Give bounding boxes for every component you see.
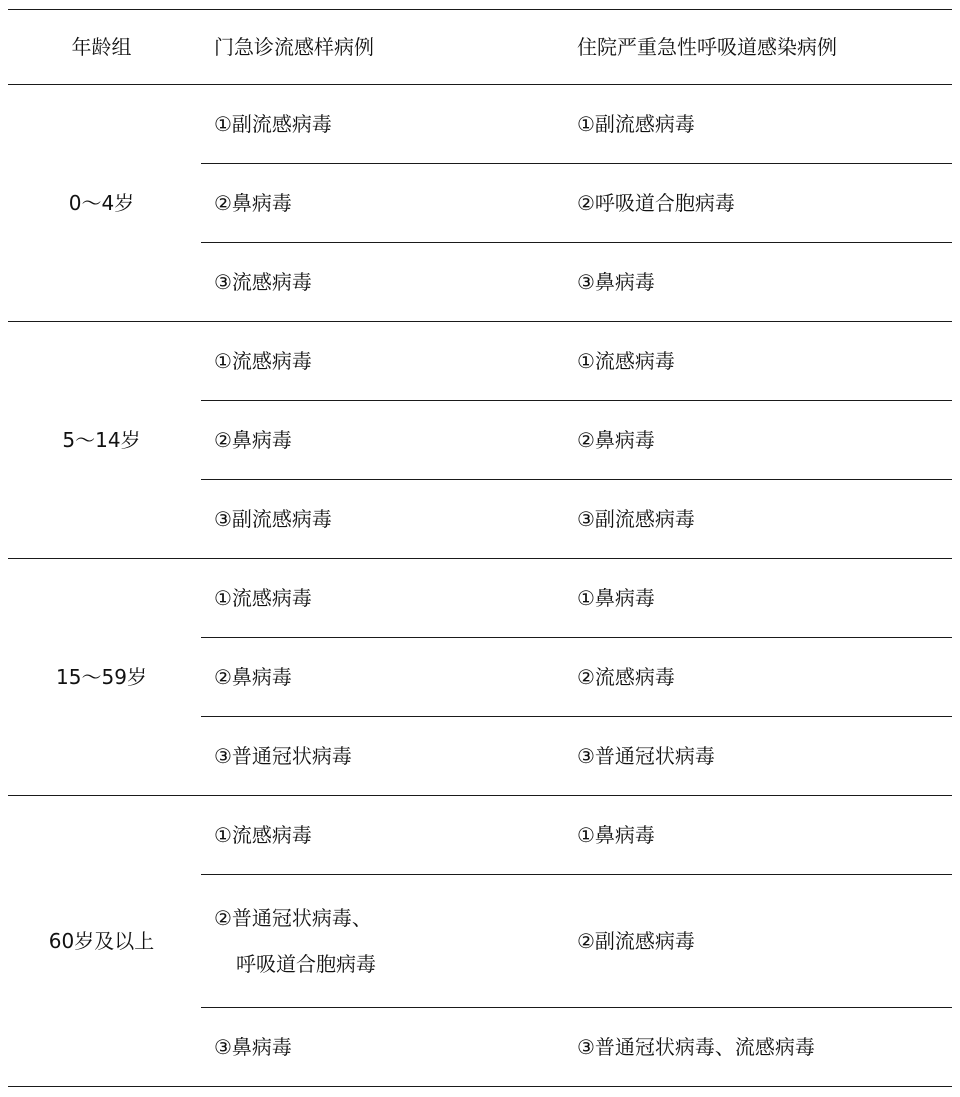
inpatient-cell	[568, 322, 952, 401]
pathogen-label: ①流感病毒	[214, 349, 312, 373]
pathogen-label: ③普通冠状病毒	[214, 744, 352, 768]
inpatient-cell	[568, 85, 952, 164]
pathogen-label: ③鼻病毒	[577, 270, 655, 294]
pathogen-label: ③流感病毒	[214, 270, 312, 294]
inpatient-cell	[568, 638, 952, 717]
pathogen-label: ①副流感病毒	[214, 112, 332, 136]
inpatient-cell	[568, 559, 952, 638]
table-row	[8, 322, 952, 401]
pathogen-label: ①流感病毒	[214, 586, 312, 610]
inpatient-cell	[568, 875, 952, 1008]
outpatient-cell	[201, 1008, 568, 1087]
inpatient-cell	[568, 717, 952, 796]
pathogen-label: ①流感病毒	[214, 823, 312, 847]
pathogen-label: ②鼻病毒	[577, 428, 655, 452]
outpatient-cell	[201, 322, 568, 401]
inpatient-cell	[568, 243, 952, 322]
table-row	[8, 796, 952, 875]
pathogen-label: ③普通冠状病毒、流感病毒	[577, 1035, 815, 1059]
inpatient-cell	[568, 480, 952, 559]
inpatient-cell	[568, 164, 952, 243]
outpatient-cell	[201, 638, 568, 717]
header-outpatient-ili: 门急诊流感样病例	[201, 10, 568, 85]
outpatient-cell	[201, 401, 568, 480]
pathogen-label: ①副流感病毒	[577, 112, 695, 136]
header-inpatient-sari: 住院严重急性呼吸道感染病例	[568, 10, 952, 85]
outpatient-cell	[201, 480, 568, 559]
pathogen-label: ②鼻病毒	[214, 665, 292, 689]
outpatient-cell	[201, 559, 568, 638]
pathogen-ranking-table	[8, 9, 952, 1087]
table-body	[8, 85, 952, 1087]
pathogen-label: ②鼻病毒	[214, 428, 292, 452]
age-group-cell: 0～4岁	[8, 85, 201, 322]
age-group-cell: 5～14岁	[8, 322, 201, 559]
pathogen-label: ③普通冠状病毒	[577, 744, 715, 768]
pathogen-label: ③副流感病毒	[214, 507, 332, 531]
outpatient-cell	[201, 243, 568, 322]
inpatient-cell	[568, 1008, 952, 1087]
outpatient-cell	[201, 796, 568, 875]
header-age-group: 年龄组	[8, 10, 201, 85]
outpatient-cell	[201, 164, 568, 243]
pathogen-label: ③鼻病毒	[214, 1035, 292, 1059]
pathogen-label: ②普通冠状病毒、	[214, 906, 372, 930]
pathogen-label: ②副流感病毒	[577, 929, 695, 953]
pathogen-label: ①流感病毒	[577, 349, 675, 373]
pathogen-label: ①鼻病毒	[577, 823, 655, 847]
inpatient-cell	[568, 796, 952, 875]
outpatient-cell	[201, 717, 568, 796]
pathogen-label: ②鼻病毒	[214, 191, 292, 215]
age-group-cell: 15～59岁	[8, 559, 201, 796]
pathogen-label: ②流感病毒	[577, 665, 675, 689]
inpatient-cell	[568, 401, 952, 480]
table-row	[8, 559, 952, 638]
age-group-cell: 60岁及以上	[8, 796, 201, 1087]
outpatient-cell	[201, 875, 568, 1008]
pathogen-label: ③副流感病毒	[577, 507, 695, 531]
header-row	[8, 10, 952, 85]
pathogen-label: 呼吸道合胞病毒	[236, 952, 376, 976]
pathogen-label: ①鼻病毒	[577, 586, 655, 610]
table-row	[8, 85, 952, 164]
pathogen-label: ②呼吸道合胞病毒	[577, 191, 735, 215]
outpatient-cell	[201, 85, 568, 164]
